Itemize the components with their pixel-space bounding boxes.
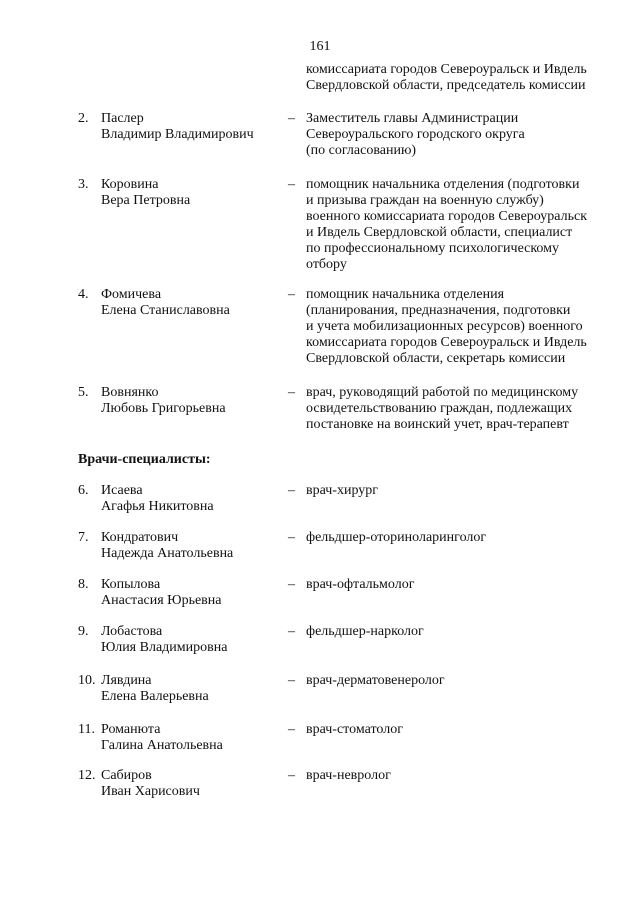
surname: Вовнянко bbox=[101, 385, 159, 400]
dash: – bbox=[288, 673, 295, 688]
given-names: Елена Станиславовна bbox=[101, 303, 230, 318]
given-names: Агафья Никитовна bbox=[101, 499, 214, 514]
person-name bbox=[101, 673, 209, 705]
given-names: Юлия Владимировна bbox=[101, 640, 228, 655]
given-names: Анастасия Юрьевна bbox=[101, 593, 222, 608]
role-line: фельдшер-нарколог bbox=[306, 624, 424, 639]
dash: – bbox=[288, 722, 295, 737]
role-line: комиссариата городов Североуральск и Ивдель bbox=[306, 335, 587, 350]
continuation-line: комиссариата городов Североуральск и Ивдель bbox=[306, 62, 587, 77]
surname: Лявдина bbox=[101, 673, 152, 688]
surname: Романюта bbox=[101, 722, 161, 737]
entry-number: 9. bbox=[78, 624, 89, 639]
person-name bbox=[101, 768, 200, 800]
surname: Коровина bbox=[101, 177, 159, 192]
entry-number: 8. bbox=[78, 577, 89, 592]
person-name bbox=[101, 287, 230, 319]
surname: Паслер bbox=[101, 111, 144, 126]
role-line: помощник начальника отделения (подготовки bbox=[306, 177, 580, 192]
entry-number: 11. bbox=[78, 722, 95, 737]
dash: – bbox=[288, 530, 295, 545]
given-names: Вера Петровна bbox=[101, 193, 191, 208]
entry-number: 10. bbox=[78, 673, 96, 688]
dash: – bbox=[288, 287, 295, 302]
surname: Фомичева bbox=[101, 287, 162, 302]
role-description bbox=[306, 673, 445, 689]
given-names: Любовь Григорьевна bbox=[101, 401, 226, 416]
given-names: Елена Валерьевна bbox=[101, 689, 209, 704]
role-description bbox=[306, 624, 424, 640]
role-line: Свердловской области, секретарь комиссии bbox=[306, 351, 566, 366]
person-name bbox=[101, 722, 223, 754]
entry-number: 6. bbox=[78, 483, 89, 498]
entry-number: 12. bbox=[78, 768, 96, 783]
given-names: Галина Анатольевна bbox=[101, 738, 223, 753]
person-name bbox=[101, 624, 227, 656]
continuation-line: Свердловской области, председатель комиссии bbox=[306, 78, 586, 93]
dash: – bbox=[288, 483, 295, 498]
dash: – bbox=[288, 385, 295, 400]
given-names: Надежда Анатольевна bbox=[101, 546, 234, 561]
role-description bbox=[306, 483, 378, 499]
role-line: врач-стоматолог bbox=[306, 722, 403, 737]
role-description bbox=[306, 530, 486, 546]
role-line: Заместитель главы Администрации bbox=[306, 111, 519, 126]
role-description bbox=[306, 722, 403, 738]
role-line: отбору bbox=[306, 257, 347, 272]
role-line: врач-дерматовенеролог bbox=[306, 673, 445, 688]
entry-number: 4. bbox=[78, 287, 89, 302]
surname: Исаева bbox=[101, 483, 143, 498]
given-names: Иван Харисович bbox=[101, 784, 200, 799]
role-description bbox=[306, 768, 391, 784]
role-line: (по согласованию) bbox=[306, 143, 417, 158]
person-name bbox=[101, 177, 190, 209]
person-name bbox=[101, 483, 214, 515]
entry-number: 3. bbox=[78, 177, 89, 192]
dash: – bbox=[288, 768, 295, 783]
given-names: Владимир Владимирович bbox=[101, 127, 254, 142]
surname: Копылова bbox=[101, 577, 161, 592]
role-line: (планирования, предназначения, подготовки bbox=[306, 303, 571, 318]
role-line: военного комиссариата городов Североуральск bbox=[306, 209, 587, 224]
role-line: и Ивдель Свердловской области, специалист bbox=[306, 225, 573, 240]
role-line: по профессиональному психологическому bbox=[306, 241, 560, 256]
entry-number: 7. bbox=[78, 530, 89, 545]
person-name bbox=[101, 111, 254, 143]
person-name bbox=[101, 577, 221, 609]
role-line: постановке на воинский учет, врач-терапевт bbox=[306, 417, 569, 432]
surname: Кондратович bbox=[101, 530, 179, 545]
role-description bbox=[306, 177, 587, 273]
surname: Сабиров bbox=[101, 768, 152, 783]
surname: Лобастова bbox=[101, 624, 163, 639]
role-line: врач-невролог bbox=[306, 768, 391, 783]
entry-number: 2. bbox=[78, 111, 89, 126]
entry-number: 5. bbox=[78, 385, 89, 400]
role-line: фельдшер-оториноларинголог bbox=[306, 530, 487, 545]
role-line: и учета мобилизационных ресурсов) военного bbox=[306, 319, 583, 334]
role-line: и призыва граждан на военную службу) bbox=[306, 193, 544, 208]
role-description bbox=[306, 287, 587, 367]
dash: – bbox=[288, 111, 295, 126]
person-name bbox=[101, 530, 233, 562]
role-description bbox=[306, 385, 578, 433]
continuation-text bbox=[306, 62, 587, 94]
person-name bbox=[101, 385, 226, 417]
page-number: 161 bbox=[309, 39, 331, 54]
dash: – bbox=[288, 577, 295, 592]
role-line: врач, руководящий работой по медицинскому bbox=[306, 385, 579, 400]
role-description bbox=[306, 111, 525, 159]
role-line: помощник начальника отделения bbox=[306, 287, 505, 302]
role-line: Североуральского городского округа bbox=[306, 127, 525, 142]
role-line: врач-хирург bbox=[306, 483, 379, 498]
role-line: освидетельствованию граждан, подлежащих bbox=[306, 401, 573, 416]
dash: – bbox=[288, 177, 295, 192]
dash: – bbox=[288, 624, 295, 639]
section-title-specialists: Врачи-специалисты: bbox=[78, 452, 211, 467]
role-description bbox=[306, 577, 414, 593]
role-line: врач-офтальмолог bbox=[306, 577, 415, 592]
